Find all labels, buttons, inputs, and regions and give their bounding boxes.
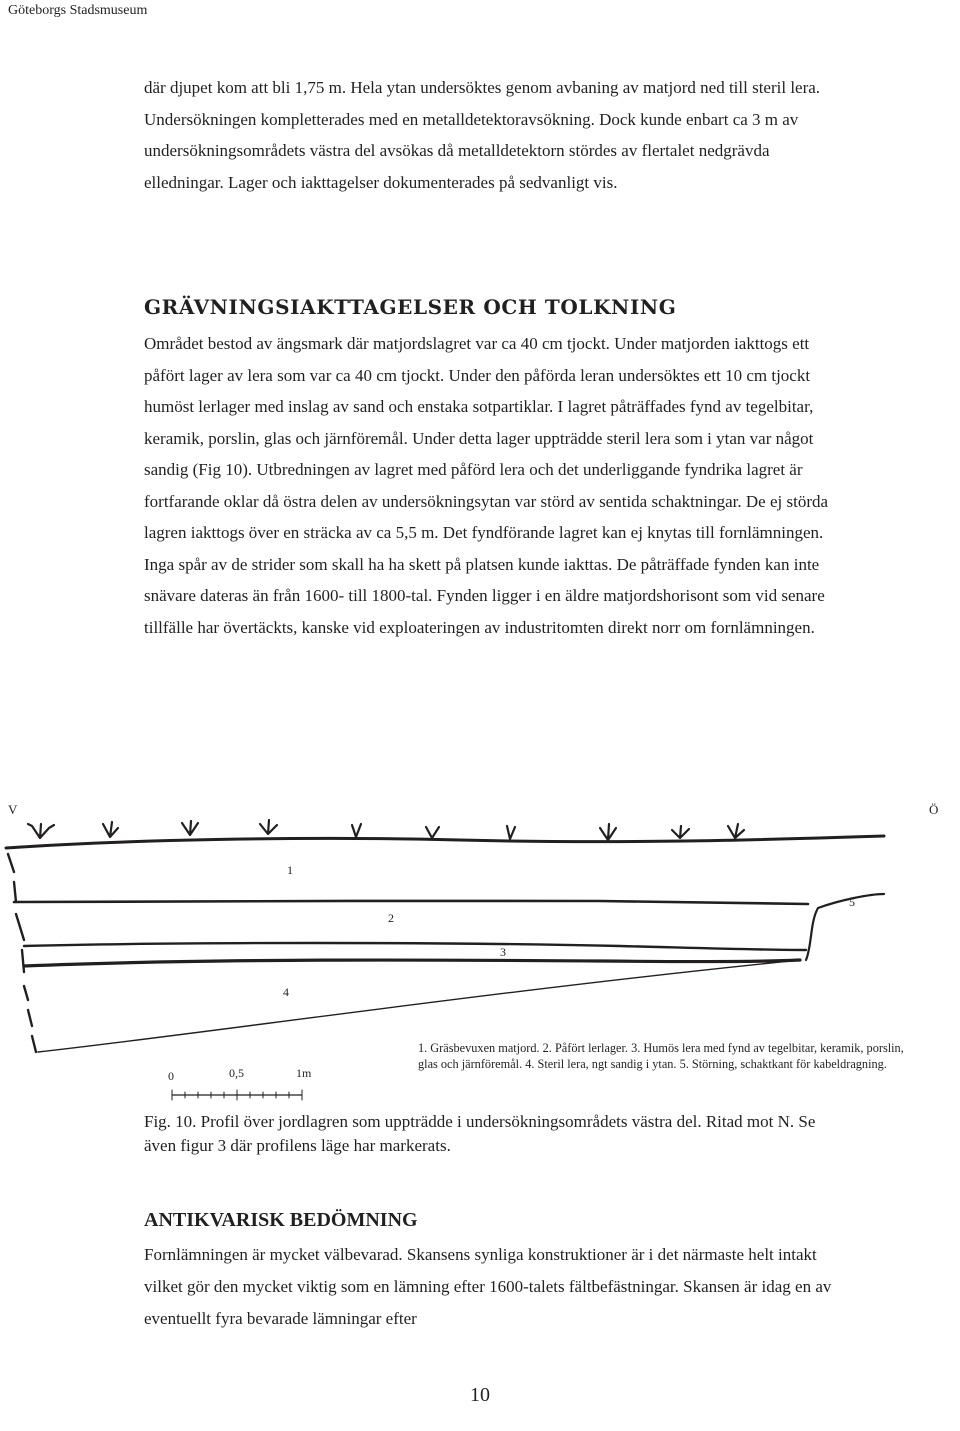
section-heading-excavation: GRÄVNINGSIAKTTAGELSER OCH TOLKNING xyxy=(144,295,677,319)
figure-legend-line2: glas och järnföremål. 4. Steril lera, ngt sandig i ytan. 5. Störning, schaktkant för kabeldragning. xyxy=(418,1057,887,1071)
figure-legend-line1: 1. Gräsbevuxen matjord. 2. Påfört lerlager. 3. Humös lera med fynd av tegelbitar, keramik, porslin, xyxy=(418,1041,904,1055)
layer-label-5: 5 xyxy=(849,895,855,909)
scale-label-1m: 1m xyxy=(296,1066,312,1080)
assessment-paragraph: Fornlämningen är mycket välbevarad. Skansens synliga konstruktioner är i det närmaste helt intakt vilket gör den mycket viktig som en lämning efter 1600-talets fältbefästningar. Skansen är idag en av eventuellt fyra bevarade lämningar efter xyxy=(144,1245,832,1328)
east-label: Ö xyxy=(929,802,939,817)
page-number: 10 xyxy=(470,1384,490,1406)
intro-paragraph: där djupet kom att bli 1,75 m. Hela ytan undersöktes genom avbaning av matjord ned till steril lera. Undersökningen kompletterades med en metalldetektoravsökning. Dock kunde enbart ca 3 m av undersökningsområdets västra del avsökas då metalldetektorn stördes av flertalet nedgrävda elledningar. Lager och iakttagelser dokumenterades på sedvanligt vis. xyxy=(144,78,821,192)
layer-label-1: 1 xyxy=(287,863,293,877)
layer-label-2: 2 xyxy=(388,911,394,925)
west-label: V xyxy=(8,802,18,817)
layer-label-3: 3 xyxy=(500,945,506,959)
scale-label-half: 0,5 xyxy=(229,1066,244,1080)
figure-caption: Fig. 10. Profil över jordlagren som uppträdde i undersökningsområdets västra del. Ritad mot N. Se även figur 3 där profilens läge har markerats. xyxy=(144,1112,816,1155)
running-header: Göteborgs Stadsmuseum xyxy=(8,3,148,18)
layer-label-4: 4 xyxy=(283,985,289,999)
scale-label-0: 0 xyxy=(168,1069,174,1083)
excavation-paragraph: Området bestod av ängsmark där matjordslagret var ca 40 cm tjockt. Under matjorden iakttogs ett påfört lager av lera som var ca 40 cm tjockt. Under den påförda leran undersöktes ett 10 cm tjockt humöst lerlager med inslag av sand och enstaka sotpartiklar. I lagret påträffades fynd av tegelbitar, keramik, porslin, glas och järnföremål. Under detta lager uppträdde steril lera som i ytan var något sandig (Fig 10). Utbredningen av lagret med påförd lera och det underliggande fyndrika lagret är fortfarande oklar då östra delen av undersökningsytan var störd av sentida schaktningar. De ej störda lagren iakttogs över en sträcka av ca 5,5 m. Det fyndförande lagret kan ej knytas till fornlämningen. Inga spår av de strider som skall ha ha skett på platsen kunde iakttas. De påträffade fynden kan inte snävare dateras än från 1600- till 1800-tal. Fynden ligger i en äldre matjordshorisont som vid senare tillfälle har övertäckts, kanske vid exploateringen av industritomten direkt norr om fornlämningen. xyxy=(144,334,829,637)
section-heading-assessment: ANTIKVARISK BEDÖMNING xyxy=(144,1209,418,1231)
soil-profile-figure xyxy=(0,790,960,1110)
